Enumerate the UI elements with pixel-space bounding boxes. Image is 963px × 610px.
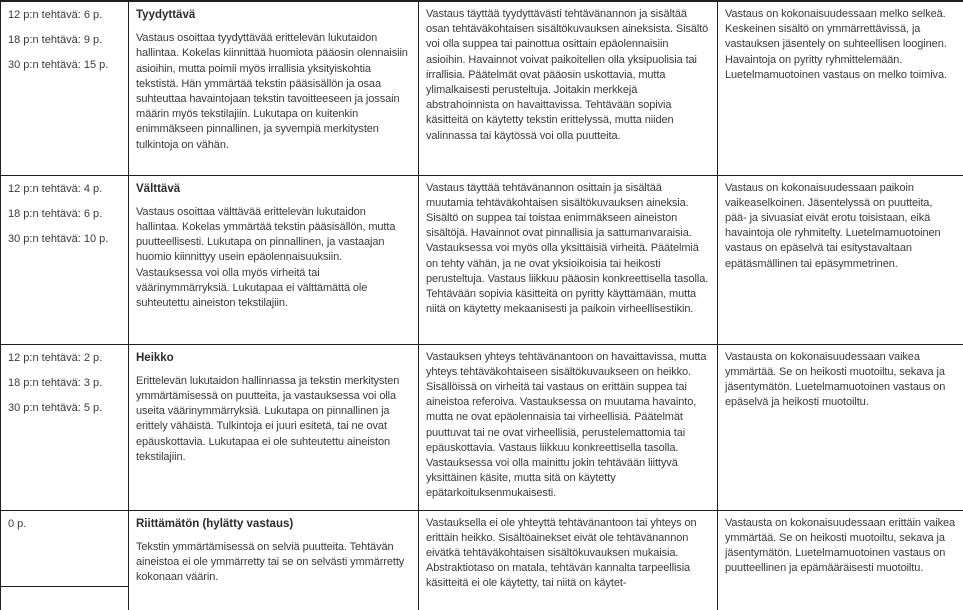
grade-description: Tekstin ymmärtämisessä on selviä puutteita. Tehtävän aineistoa ei ole ymmärretty tai se on selvästi ymmärretty kokonaan väärin. bbox=[136, 540, 410, 586]
content-description: Vastaus täyttää tehtävänannon osittain ja sisältää muutamia tehtäväkohtaisen sisältökuvauksen aineksia. Sisältö on suppea tai toistaa enimmäkseen aineiston sisältöjä. Havainnot ovat pinnallisia ja sattumanvaraisia. Vastauksessa voi myös olla yksittäisiä virheitä. Päätelmiä on tehty vähän, ja ne ovat yksioikoisia tai heikosti perusteltuja. Vastaus liikkuu pääosin konkreettisella tasolla. Tehtävään sopivia käsitteitä on pyritty käyttämään, mutta niitä on käytetty mekaanisesti ja paikoin virheellisestikin. bbox=[426, 181, 709, 318]
grade-cell bbox=[129, 1, 419, 175]
points-cell bbox=[1, 510, 129, 610]
grade-description: Vastaus osoittaa tyydyttävää erittelevän lukutaidon hallintaa. Kokelas kiinnittää huomiota pääosin olennaisiin asioihin, mutta poimii myös irrallisia yksityiskohtia tekstistä. Hän ymmärtää tekstin pääsisällön ja osaa suhteuttaa havaintojaan tekstin tavoitteeseen ja jossain määrin myös tekstilajiin. Lukutapa on kuitenkin enimmäkseen pinnallinen, ja syvempiä merkitysten tulkintoja on vähän. bbox=[136, 31, 410, 153]
points-cell bbox=[1, 1, 129, 175]
content-description: Vastauksella ei ole yhteyttä tehtävänantoon tai yhteys on erittäin heikko. Sisältöainekset eivät ole tehtävänannon eivätkä tehtäväkohtaisen sisältökuvauksen mukaisia. Abstraktiotaso on matala, tehtävän kannalta tarpeellisia käsitteitä ei ole käytetty, tai niitä on käytet- bbox=[426, 516, 709, 592]
clarity-description: Vastaus on kokonaisuudessaan melko selkeä. Keskeinen sisältö on ymmärrettävissä, ja vastauksen jäsentely on suhteellisen looginen. Havaintoja on pyritty ryhmittelemään. Luetelmamuotoinen vastaus on melko toimiva. bbox=[725, 7, 957, 83]
grade-title: Riittämätön (hylätty vastaus) bbox=[136, 517, 410, 532]
grade-title: Tyydyttävä bbox=[136, 8, 410, 23]
grade-cell bbox=[129, 344, 419, 510]
grade-description: Erittelevän lukutaidon hallinnassa ja tekstin merkitysten ymmärtämisessä on puutteita, ja vastauksessa voi olla useita väärinymmärryksiä. Lukutapa on pinnallinen ja erittely vähäistä. Tulkintoja ei juuri esitetä, tai ne ovat epäuskottavia. Lukutapaa ei ole suhteutettu aineiston tekstilajiin. bbox=[136, 374, 410, 465]
clarity-criteria-cell bbox=[718, 1, 963, 175]
grade-cell bbox=[129, 175, 419, 344]
content-criteria-cell bbox=[419, 175, 718, 344]
clarity-criteria-cell bbox=[718, 175, 963, 344]
points-line: 18 p:n tehtävä: 9 p. bbox=[8, 33, 120, 48]
grade-description: Vastaus osoittaa välttävää erittelevän lukutaidon hallintaa. Kokelas ymmärtää tekstin pääsisällön, mutta puutteellisesti. Lukutapa on pinnallinen, ja vastaajan huomio kiinnittyy usein epäolennaisuuksiin. Vastauksessa voi olla myös virheitä tai väärinymmärryksiä. Lukutapaa ei välttämättä ole suhteutettu aineiston tekstilajiin. bbox=[136, 205, 410, 311]
clarity-description: Vastausta on kokonaisuudessaan vaikea ymmärtää. Se on heikosti muotoiltu, sekava ja jäsentymätön. Luetelmamuotoinen vastaus on epäselvä ja heikosti muotoiltu. bbox=[725, 350, 957, 411]
points-line: 0 p. bbox=[8, 517, 120, 532]
rubric-row-heikko bbox=[1, 344, 963, 510]
clarity-criteria-cell bbox=[718, 344, 963, 510]
rubric-row-tyydyttava bbox=[1, 1, 963, 175]
clarity-description: Vastausta on kokonaisuudessaan erittäin vaikea ymmärtää. Se on heikosti muotoiltu, sekava ja jäsentymätön. Luetelmamuotoinen vastaus on puutteellinen ja epämääräisesti muotoiltu. bbox=[725, 516, 957, 577]
clarity-description: Vastaus on kokonaisuudessaan paikoin vaikeaselkoinen. Jäsentelyssä on puutteita, pää- ja sivuasiat eivät erotu toisistaan, eikä havaintoja ole ryhmitelty. Luetelmamuotoinen vastaus on epäselvä tai esitystavaltaan epätäsmällinen tai epäsymmetrinen. bbox=[725, 181, 957, 272]
content-criteria-cell bbox=[419, 510, 718, 610]
content-description: Vastaus täyttää tyydyttävästi tehtävänannon ja sisältää osan tehtäväkohtaisen sisältökuvauksen aineksista. Sisältö voi olla suppea tai painottua osittain epäolennaisiin asioihin. Havainnot voivat paikoitellen olla yksipuolisia tai irrallisia. Päätelmät ovat pääosin uskottavia, mutta ylimalkaisesti perusteltuja. Joitakin merkkejä abstrahoinnista on havaittavissa. Tehtävään sopivia käsitteitä on käytetty tekstin erittelyssä, mutta niiden valinnassa tai käytössä voi olla puutteita. bbox=[426, 7, 709, 144]
grade-title: Välttävä bbox=[136, 182, 410, 197]
content-criteria-cell bbox=[419, 1, 718, 175]
points-line: 12 p:n tehtävä: 4 p. bbox=[8, 182, 120, 197]
points-line: 30 p:n tehtävä: 15 p. bbox=[8, 58, 120, 73]
points-line: 12 p:n tehtävä: 2 p. bbox=[8, 351, 120, 366]
content-description: Vastauksen yhteys tehtävänantoon on havaittavissa, mutta yhteys tehtäväkohtaiseen sisältökuvaukseen on heikko. Sisällöissä on virheitä tai vastaus on erittäin suppea tai aineistoa referoiva. Vastauksessa on muutama havainto, mutta ne ovat epäolennaisia tai virheellisiä. Päätelmät puuttuvat tai ne ovat virheellisiä, perustelemattomia tai epäuskottavia. Vastaus liikkuu konkreettisella tasolla. Vastauksessa voi olla mainittu jokin tehtävään liittyvä yksittäinen käsite, mutta sitä on käytetty epätarkoituksenmukaisesti. bbox=[426, 350, 709, 502]
grade-title: Heikko bbox=[136, 351, 410, 366]
clarity-criteria-cell bbox=[718, 510, 963, 610]
points-cell bbox=[1, 344, 129, 510]
points-line: 18 p:n tehtävä: 6 p. bbox=[8, 207, 120, 222]
grade-cell bbox=[129, 510, 419, 610]
points-line: 12 p:n tehtävä: 6 p. bbox=[8, 8, 120, 23]
points-line: 30 p:n tehtävä: 5 p. bbox=[8, 401, 120, 416]
points-cell bbox=[1, 175, 129, 344]
points-line: 18 p:n tehtävä: 3 p. bbox=[8, 376, 120, 391]
content-criteria-cell bbox=[419, 344, 718, 510]
partial-row-border bbox=[0, 586, 129, 587]
points-line: 30 p:n tehtävä: 10 p. bbox=[8, 232, 120, 247]
rubric-row-valttava bbox=[1, 175, 963, 344]
rubric-row-riittamaton bbox=[1, 510, 963, 610]
